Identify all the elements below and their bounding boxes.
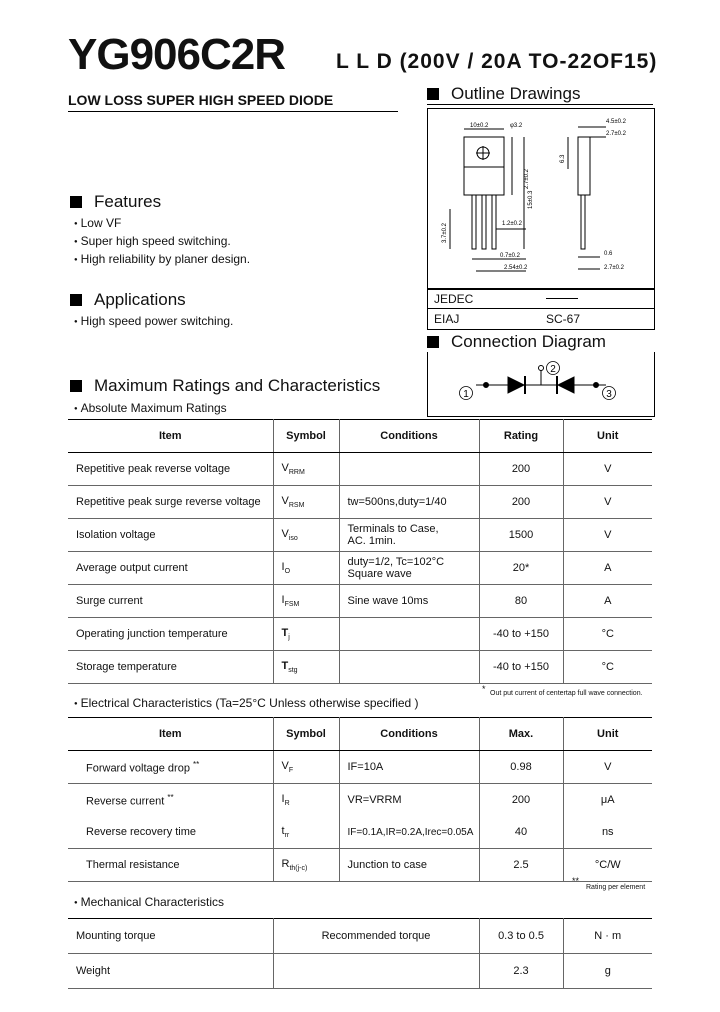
diode-2-symbol — [558, 377, 574, 393]
pin-2-label: 2 — [550, 364, 556, 375]
dim-label: 3.7±0.2 — [442, 223, 448, 243]
row-unit: μA — [563, 784, 652, 817]
table-header-row — [68, 718, 652, 751]
terminal-dot — [484, 383, 489, 388]
package-side-body — [578, 137, 590, 195]
table-row — [68, 954, 652, 989]
row-rating: -40 to +150 — [479, 651, 563, 684]
dim-label: φ3.2 — [510, 123, 523, 129]
row-symbol: $I_R$ — [273, 784, 339, 817]
row-item: Thermal resistance — [68, 849, 273, 882]
table-row — [68, 651, 652, 684]
col-header-item: Item — [68, 718, 273, 751]
col-header-max: Max. — [479, 718, 563, 751]
col-header-symbol: Symbol — [273, 420, 339, 453]
row-conditions — [339, 453, 479, 486]
abs-footnote: Out put current of centertap full wave connection. — [490, 690, 643, 697]
package-front-body — [464, 137, 504, 195]
row-symbol: $V_{RSM}$ — [273, 486, 339, 519]
table-row — [68, 816, 652, 849]
section-square-icon — [427, 88, 439, 100]
section-square-icon — [427, 336, 439, 348]
dim-label: 1.2±0.2 — [502, 221, 522, 227]
row-value: 0.3 to 0.5 — [479, 919, 563, 954]
jedec-label: JEDEC — [434, 292, 474, 306]
row-symbol: $I_O$ — [273, 552, 339, 585]
table-row — [68, 784, 652, 817]
col-header-unit: Unit — [563, 420, 652, 453]
dim-label: 2.7±0.2 — [604, 265, 624, 271]
lead-shape — [482, 195, 486, 249]
row-max: 2.5 — [479, 849, 563, 882]
table-row — [68, 453, 652, 486]
mechanical-subheading: ● Mechanical Characteristics — [74, 895, 224, 909]
row-item: Average output current — [68, 552, 273, 585]
dim-label: 15±0.3 — [528, 190, 534, 209]
outline-drawings-heading: Outline Drawings — [427, 84, 580, 104]
row-symbol: $T_{stg}$ — [273, 651, 339, 684]
absolute-max-ratings-table — [68, 419, 652, 684]
row-unit: N · m — [563, 919, 652, 954]
row-item: Mounting torque — [68, 919, 273, 954]
col-header-unit: Unit — [563, 718, 652, 751]
row-symbol: $t_{rr}$ — [273, 816, 339, 849]
table-row — [68, 618, 652, 651]
row-conditions: IF=0.1A,IR=0.2A,Irec=0.05A — [339, 816, 479, 849]
row-conditions: Junction to case — [339, 849, 479, 882]
col-header-conditions: Conditions — [339, 718, 479, 751]
applications-heading: Applications — [70, 290, 186, 310]
table-row — [68, 519, 652, 552]
pin-3-label: 3 — [606, 389, 612, 400]
section-square-icon — [70, 196, 82, 208]
application-item: ● High speed power switching. — [74, 314, 233, 328]
pin-1-label: 1 — [463, 389, 469, 400]
outline-underline — [427, 104, 653, 105]
row-symbol: $T_j$ — [273, 618, 339, 651]
col-header-symbol: Symbol — [273, 718, 339, 751]
electrical-subheading: ● Electrical Characteristics (Ta=25°C Unless otherwise specified ) — [74, 696, 419, 710]
row-unit: V — [563, 519, 652, 552]
outline-drawing — [428, 109, 654, 289]
dim-label: 4.5±0.2 — [606, 119, 626, 125]
col-header-rating: Rating — [479, 420, 563, 453]
dim-label: 2.7±0.2 — [524, 169, 530, 189]
jedec-value-dash — [546, 298, 578, 299]
lead-shape — [472, 195, 476, 249]
row-rating: 20* — [479, 552, 563, 585]
abs-footnote-mark: * — [482, 684, 486, 694]
table-row — [68, 552, 652, 585]
row-symbol: $I_{FSM}$ — [273, 585, 339, 618]
device-subtitle: L L D (200V / 20A TO-22OF15) — [336, 50, 658, 73]
dim-label: 2.7±0.2 — [606, 131, 626, 137]
row-unit: V — [563, 751, 652, 784]
mechanical-characteristics-table — [68, 918, 652, 989]
features-heading: Features — [70, 192, 161, 212]
row-symbol: $V_F$ — [273, 751, 339, 784]
row-item: Repetitive peak reverse voltage — [68, 453, 273, 486]
elec-footnote: Rating per element — [586, 884, 646, 891]
part-number-title: YG906C2R — [68, 30, 286, 79]
elec-footnote-mark: ** — [572, 876, 580, 886]
table-row — [68, 919, 652, 954]
row-item: Reverse current ** — [86, 792, 174, 808]
table-row — [68, 849, 652, 882]
row-max: 200 — [479, 784, 563, 817]
row-item: Storage temperature — [68, 651, 273, 684]
terminal-dot — [594, 383, 599, 388]
row-conditions: VR=VRRM — [339, 784, 479, 817]
row-symbol: $V_{RRM}$ — [273, 453, 339, 486]
package-standards-box — [427, 288, 655, 330]
table-row — [68, 585, 652, 618]
row-item: Weight — [68, 954, 273, 989]
row-unit: ns — [563, 816, 652, 849]
connection-diagram-heading: Connection Diagram — [427, 332, 606, 352]
feature-item: ● Super high speed switching. — [74, 234, 231, 248]
lead-shape — [492, 195, 496, 249]
dim-label: 0.7±0.2 — [500, 253, 520, 259]
diode-1-symbol — [508, 377, 524, 393]
row-item: Reverse recovery time — [68, 816, 273, 849]
abs-max-subheading: ● Absolute Maximum Ratings — [74, 401, 227, 415]
row-rating: -40 to +150 — [479, 618, 563, 651]
row-symbol: $V_{iso}$ — [273, 519, 339, 552]
row-conditions: Recommended torque — [273, 919, 479, 954]
row-rating: 1500 — [479, 519, 563, 552]
row-conditions: IF=10A — [339, 751, 479, 784]
eiaj-value: SC-67 — [546, 312, 581, 326]
table-row — [68, 486, 652, 519]
section-square-icon — [70, 294, 82, 306]
row-conditions — [339, 618, 479, 651]
row-conditions: tw=500ns,duty=1/40 — [339, 486, 479, 519]
feature-item: ● Low VF — [74, 216, 121, 230]
row-conditions: Terminals to Case, AC. 1min. — [339, 519, 479, 552]
terminal-dot — [539, 366, 544, 371]
row-max: 0.98 — [479, 751, 563, 784]
row-symbol: $R_{th(j-c)}$ — [273, 849, 339, 882]
row-unit: A — [563, 552, 652, 585]
feature-item: ● High reliability by planer design. — [74, 252, 250, 266]
electrical-characteristics-table — [68, 717, 652, 882]
row-conditions: Sine wave 10ms — [339, 585, 479, 618]
device-tagline: LOW LOSS SUPER HIGH SPEED DIODE — [68, 92, 334, 108]
row-item: Isolation voltage — [68, 519, 273, 552]
row-conditions — [273, 954, 479, 989]
col-header-item: Item — [68, 420, 273, 453]
row-value: 2.3 — [479, 954, 563, 989]
max-ratings-heading: Maximum Ratings and Characteristics — [70, 376, 380, 396]
row-unit: V — [563, 486, 652, 519]
side-lead-shape — [581, 195, 585, 249]
table-row — [68, 751, 652, 784]
tagline-underline — [68, 111, 398, 112]
eiaj-label: EIAJ — [434, 312, 460, 326]
dim-label: 0.6 — [604, 251, 613, 257]
row-unit: °C — [563, 651, 652, 684]
row-unit: A — [563, 585, 652, 618]
dim-label: 10±0.2 — [470, 123, 489, 129]
dim-label: 2.54±0.2 — [504, 265, 528, 271]
section-square-icon — [70, 380, 82, 392]
col-header-conditions: Conditions — [339, 420, 479, 453]
row-unit: °C/W — [563, 849, 652, 882]
row-max: 40 — [479, 816, 563, 849]
row-unit: °C — [563, 618, 652, 651]
table-header-row — [68, 420, 652, 453]
dim-label: 6.3 — [560, 154, 566, 163]
connection-diagram-box — [427, 352, 655, 417]
row-rating: 200 — [479, 453, 563, 486]
row-item: Surge current — [68, 585, 273, 618]
row-unit: g — [563, 954, 652, 989]
row-rating: 200 — [479, 486, 563, 519]
row-item: Forward voltage drop ** — [68, 751, 273, 784]
connection-diagram — [428, 352, 654, 416]
row-conditions: duty=1/2, Tc=102°C Square wave — [339, 552, 479, 585]
row-unit: V — [563, 453, 652, 486]
row-item: Operating junction temperature — [68, 618, 273, 651]
row-item: Repetitive peak surge reverse voltage — [68, 486, 273, 519]
outline-drawing-box — [427, 108, 655, 290]
row-conditions — [339, 651, 479, 684]
row-rating: 80 — [479, 585, 563, 618]
